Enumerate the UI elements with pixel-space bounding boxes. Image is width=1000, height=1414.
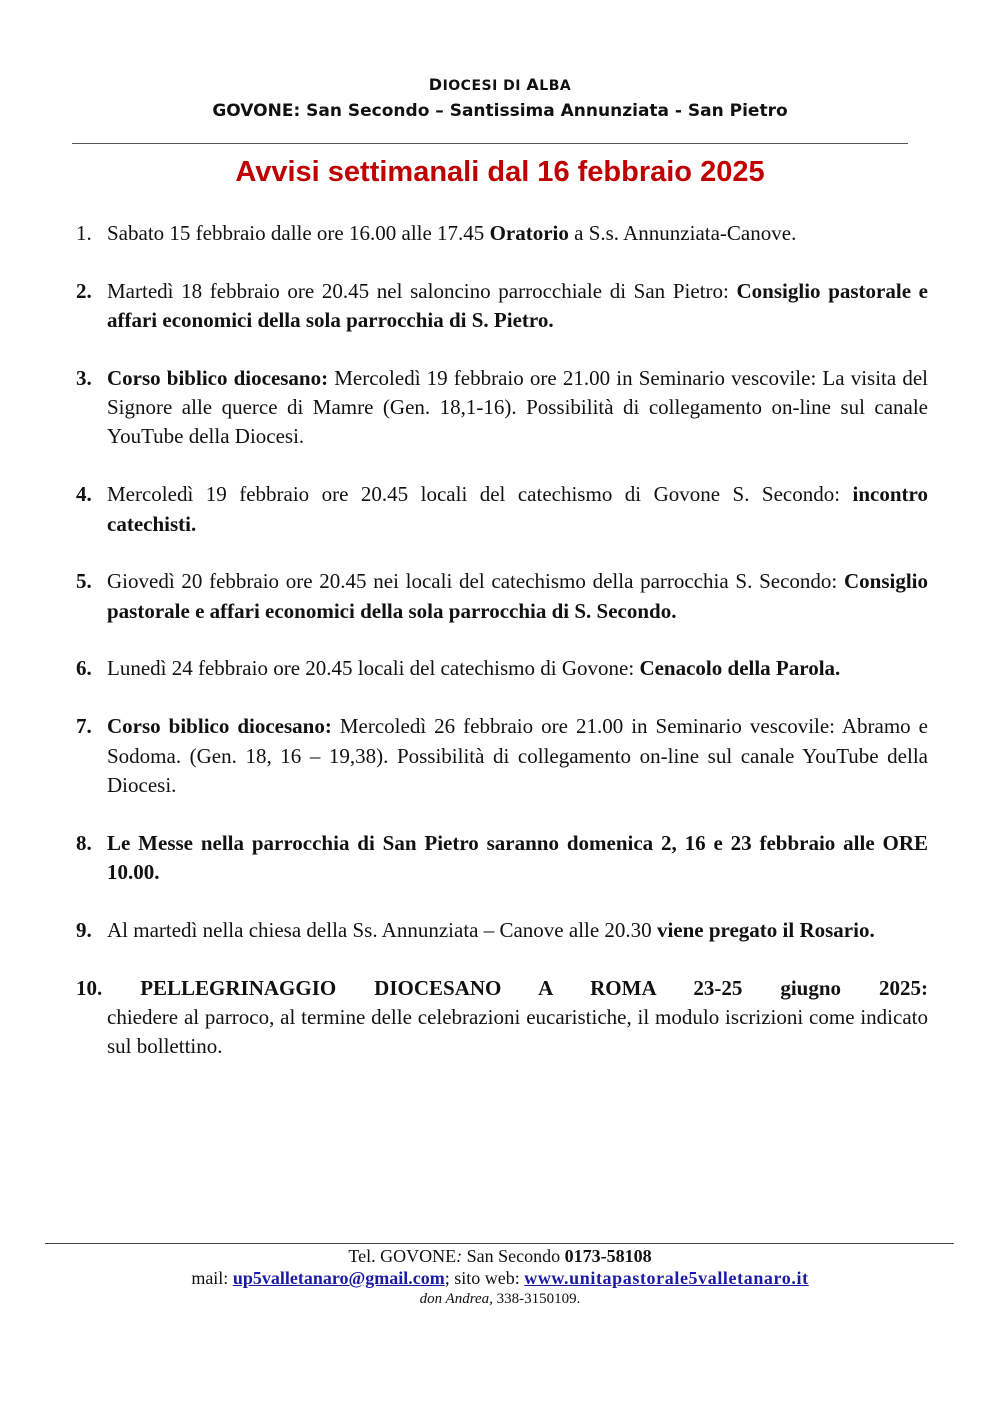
notice-number: 2. <box>76 278 92 303</box>
notice-bold-text: Oratorio <box>489 221 569 245</box>
notice-text <box>107 279 928 332</box>
notice-item <box>76 829 928 888</box>
footer-phone-line: Tel. GOVONE: San Secondo 0173-58108 <box>348 1246 652 1266</box>
notice-text <box>107 831 928 884</box>
notice-bold-text: Consiglio pastorale e affari economici della sola parrocchia di S. Secondo. <box>107 569 928 623</box>
notice-plain-text: Mercoledì 19 febbraio ore 20.45 locali del catechismo di Govone S. Secondo: <box>107 482 853 507</box>
notice-number: 7. <box>76 714 92 739</box>
notice-text <box>107 221 796 245</box>
notice-plain-text: a S.s. Annunziata-Canove. <box>568 221 797 245</box>
notice-number: 9. <box>76 917 92 942</box>
notice-number: 6. <box>76 656 92 681</box>
notice-item <box>76 916 928 945</box>
notice-plain-text: Al martedì nella chiesa della Ss. Annunziata – Canove alle 20.30 <box>107 917 657 942</box>
notice-number: 5. <box>76 569 92 594</box>
notice-item <box>76 712 928 800</box>
notice-item <box>76 654 928 683</box>
notice-item <box>76 480 928 539</box>
notice-plain-text: Lunedì 24 febbraio ore 20.45 locali del catechismo di Govone: <box>107 656 640 681</box>
notice-number: 4. <box>76 482 92 507</box>
notice-plain-text: Martedì 18 febbraio ore 20.45 nel saloncino parrocchiale di San Pietro: <box>107 278 737 303</box>
website-link[interactable]: www.unitapastorale5valletanaro.it <box>524 1268 809 1288</box>
notice-number: 8. <box>76 830 92 855</box>
notice-bold-text: incontro catechisti. <box>107 482 928 536</box>
footer-divider <box>45 1243 954 1244</box>
notice-plain-text: Sabato 15 febbraio dalle ore 16.00 alle 17.45 <box>107 221 490 245</box>
notice-bold-text: Le Messe nella parrocchia di San Pietro saranno domenica 2, 16 e 23 febbraio alle ORE 10.00. <box>107 830 928 884</box>
notice-text <box>107 569 928 622</box>
notice-text <box>107 714 928 797</box>
notice-item <box>76 219 928 248</box>
notice-text <box>107 482 928 535</box>
notice-item <box>76 364 928 452</box>
document-footer <box>0 1245 1000 1309</box>
notices-list <box>76 219 928 1090</box>
footer-priest-line: don Andrea, 338-3150109. <box>419 1291 581 1307</box>
notice-number: 1. <box>76 221 92 245</box>
notice-bold-text: Cenacolo della Parola. <box>639 656 841 681</box>
notice-plain-text: Giovedì 20 febbraio ore 20.45 nei locali del catechismo della parrocchia S. Secondo: <box>107 569 844 594</box>
notice-item <box>76 567 928 626</box>
notice-text <box>107 366 928 449</box>
page-title: Avvisi settimanali dal 16 febbraio 2025 <box>235 156 765 188</box>
notice-plain-text: Mercoledì 26 febbraio ore 21.00 in Seminario vescovile: Abramo e Sodoma. (Gen. 18, 16 – 19,38). Possibilità di collegamento on-line sul canale YouTube della Diocesi. <box>107 714 929 797</box>
phone-number: 0173-58108 <box>564 1246 652 1266</box>
email-link[interactable]: up5valletanaro@gmail.com <box>232 1268 445 1288</box>
document-header <box>0 74 1000 124</box>
notice-item <box>76 277 928 336</box>
notice-number: 3. <box>76 365 92 390</box>
header-divider <box>72 143 908 144</box>
diocese-name: DIOCESI DI ALBA <box>428 75 572 94</box>
pilgrimage-text: chiedere al parroco, al termine delle celebrazioni eucaristiche, il modulo iscrizioni come indicato sul bollettino. <box>107 1004 928 1059</box>
notice-bold-text: Consiglio pastorale e affari economici della sola parrocchia di S. Pietro. <box>107 278 928 333</box>
notice-bold-text: Corso biblico diocesano: <box>107 714 332 739</box>
notice-bold-text: Corso biblico diocesano: <box>107 365 329 390</box>
footer-contacts-line: mail: up5valletanaro@gmail.com; sito web: www.unitapastorale5valletanaro.it <box>191 1268 809 1288</box>
notice-bold-text: viene pregato il Rosario. <box>656 917 875 942</box>
notice-text <box>107 918 875 942</box>
notice-plain-text: Mercoledì 19 febbraio ore 21.00 in Seminario vescovile: La visita del Signore alle querce di Mamre (Gen. 18,1-16). Possibilità di collegamento on-line sul canale YouTube della Diocesi. <box>107 365 928 449</box>
notice-item-pilgrimage <box>76 974 928 1062</box>
parishes-line: GOVONE: San Secondo – Santissima Annunziata - San Pietro <box>212 101 788 121</box>
notice-text <box>107 656 840 680</box>
pilgrimage-heading: 10. PELLEGRINAGGIO DIOCESANO A ROMA 23-25 giugno 2025: <box>76 975 928 1000</box>
